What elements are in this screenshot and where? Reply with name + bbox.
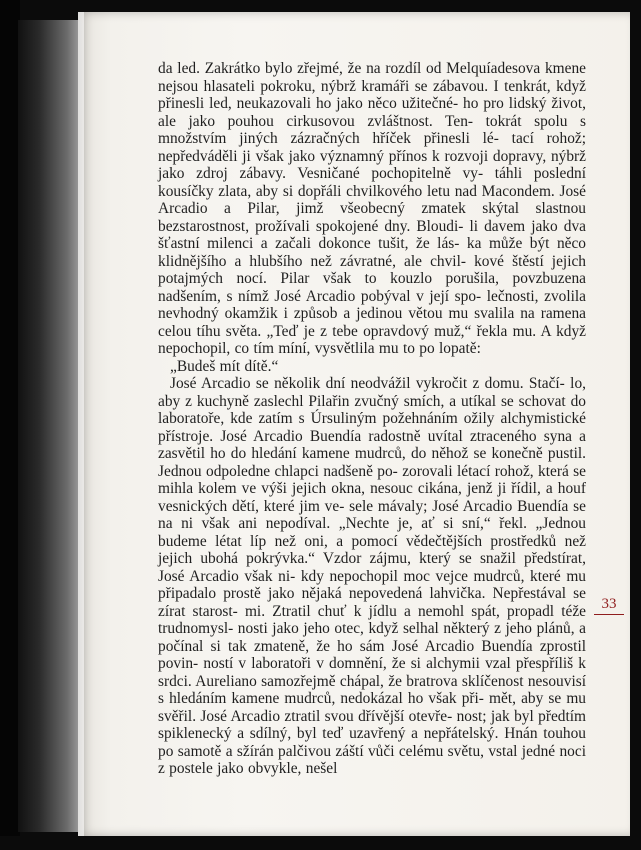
scan-border-top — [0, 0, 641, 12]
page-inner-edge — [78, 12, 84, 836]
scan-border-right — [630, 0, 641, 850]
page-number-underline — [594, 614, 624, 615]
page-number: 33 — [601, 596, 617, 612]
scan-border-bottom — [0, 836, 641, 850]
body-text — [158, 60, 586, 778]
paragraph-2-dialogue: „Budeš mít dítě.“ — [170, 357, 279, 375]
paragraph-3: José Arcadio se několik dní neodvážil vykročit z domu. Stačí- lo, aby z kuchyně zaslechl Pilařin zvučný smích, a utíkal se schovat do laboratoře, kde zatím s Úrsuliným požehnáním ožily alchymistické přístroje. José Arcadio Buendía radostně uvítal ztraceného syna a zasvětil ho do hledání kamene mudrců, do něhož se konečně pustil. Jednou odpoledne chlapci nadšeně po- zorovali létací rohož, která se mihla kolem ve výši jejich okna, nesouc cikána, jenž ji řídil, a houf vesnických dětí, které jim ve- sele mávaly; José Arcadio Buendía se na ni však ani nepodíval. „Nechte je, ať si sní,“ řekl. „Jednou budeme létat líp než oni, a pomocí vědečtějších prostředků než jejich ubohá pokrývka.“ Vzdor zájmu, který se snažil předstírat, José Arcadio však ni- kdy nepochopil moc vejce mudrců, které mu připadalo prostě jako nějaká nepovedená lahvička. Nepřestával se zírat starost- mi. Ztratil chuť k jídlu a nemohl spát, propadl téže trudnomysl- nosti jako jeho otec, když selhal některý z jeho plánů, a počínal si tak zmateně, že ho sám José Arcadio Buendía zprostil povin- ností v laboratoři v domnění, že si alchymii vzal přespříliš k srdci. Aureliano samozřejmě chápal, že bratrova sklíčenost nesouvisí s hledáním kamene mudrců, nedokázal ho však při- mět, aby se mu svěřil. José Arcadio ztratil svou dřívější otevře- nost; jak byl předtím spiklenecký a sdílný, byl teď uzavřený a nepřátelský. Hnán touhou po samotě a sžírán palčivou záští vůči celému světu, vstal jedné noci z postele jako obvykle, nešel — [158, 375, 586, 777]
scan-border-left — [0, 0, 20, 850]
paragraph-1: da led. Zakrátko bylo zřejmé, že na rozdíl od Melquíadesova kmene nejsou hlasateli pokroku, nýbrž kramáři se zábavou. I tenkrát, když přinesli led, neukazovali ho jako něco užitečné- ho pro lidský život, ale jako pouhou cirkusovou zvláštnost. Ten- tokrát spolu s množstvím jiných zázračných hříček přinesli lé- tací rohož; nepředváděli ji však jako významný přínos k rozvoji dopravy, nýbrž jako zdroj zábavy. Vesničané pochopitelně vy- táhli poslední kousíčky zlata, aby si dopřáli chvilkového letu nad Macondem. José Arcadio a Pilar, jimž všeobecný zmatek skýtal slastnou bezstarostnost, prožívali spokojené dny. Bloudi- li davem jako dva šťastní milenci a začali dokonce tušit, že lás- ka může být něco klidnějšího a hlubšího než závratné, ale chvil- kové štěstí jejich potajmých nocí. Pilar však to kouzlo porušila, povzbuzena nadšením, s nímž José Arcadio pobýval v její spo- lečnosti, zvolila nevhodný okamžik i způsob a jedinou větou mu svalila na ramena celou tíhu světa. „Teď je z tebe opravdový muž,“ řekla mu. A když nepochopil, co tím míní, vysvětlila mu to po lopatě: — [158, 60, 586, 357]
